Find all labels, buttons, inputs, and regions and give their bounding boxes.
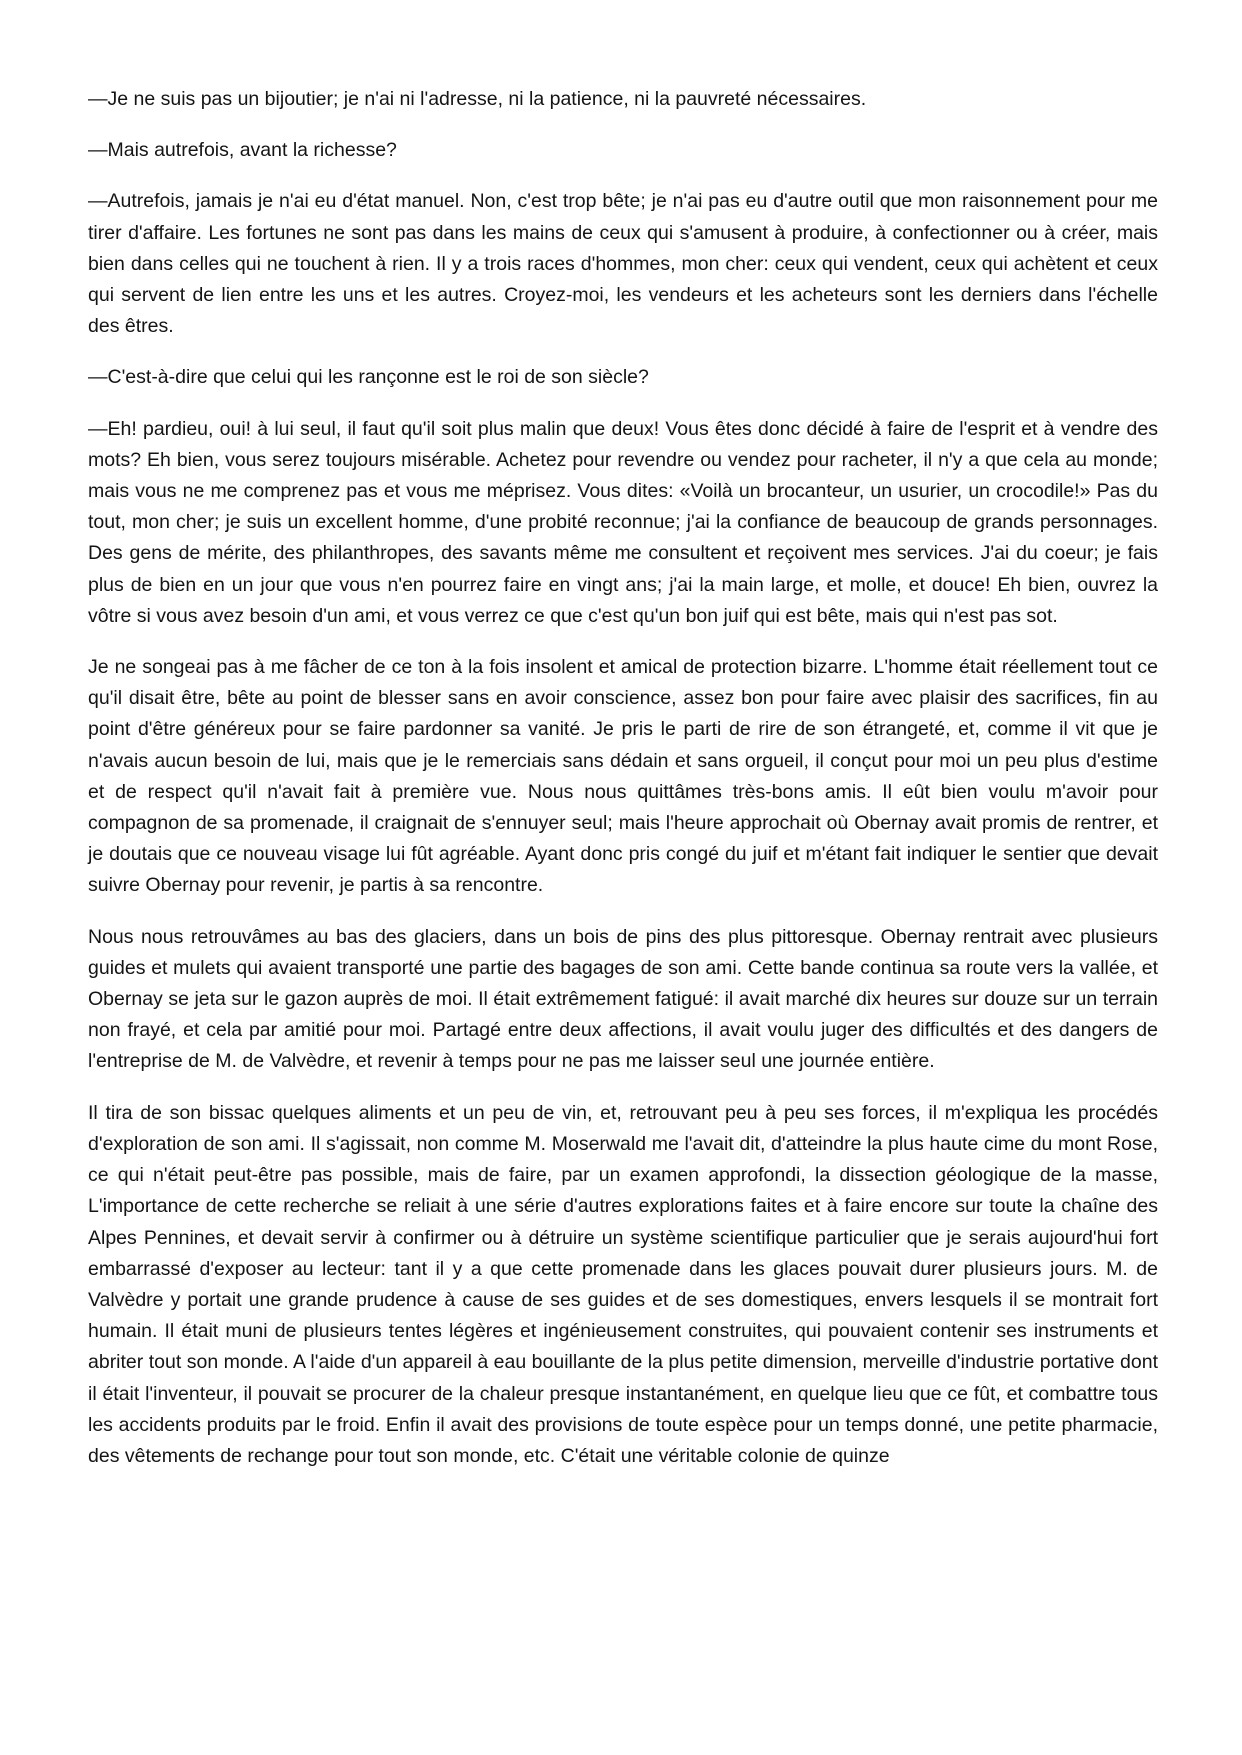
document-page [88,84,1158,1492]
paragraph-1: —Je ne suis pas un bijoutier; je n'ai ni l'adresse, ni la patience, ni la pauvreté nécessaires. [88,88,867,110]
paragraph-4: —C'est-à-dire que celui qui les rançonne est le roi de son siècle? [88,366,649,389]
paragraph-3: —Autrefois, jamais je n'ai eu d'état manuel. Non, c'est trop bête; je n'ai pas eu d'autre outil que mon raisonnement pour me tirer d'affaire. Les fortunes ne sont pas dans les mains de ceux qui s'amusent à produire, à confectionner ou à créer, mais bien dans celles qui ne touchent à rien. Il y a trois races d'hommes, mon cher: ceux qui vendent, ceux qui achètent et ceux qui servent de lien entre les uns et les autres. Croyez-moi, les vendeurs et les acheteurs sont les derniers dans l'échelle des êtres. [88,190,1158,338]
paragraph-6: Je ne songeai pas à me fâcher de ce ton à la fois insolent et amical de protection bizarre. L'homme était réellement tout ce qu'il disait être, bête au point de blesser sans en avoir conscience, assez bon pour faire avec plaisir des sacrifices, fin au point d'être généreux pour se faire pardonner sa vanité. Je pris le parti de rire de son étrangeté, et, comme il vit que je n'avais aucun besoin de lui, mais que je le remerciais sans dédain et sans orgueil, il conçut pour moi un peu plus d'estime et de respect qu'il n'avait fait à première vue. Nous nous quittâmes très-bons amis. Il eût bien voulu m'avoir pour compagnon de sa promenade, il craignait de s'ennuyer seul; mais l'heure approchait où Obernay avait promis de rentrer, et je doutais que ce nouveau visage lui fût agréable. Ayant donc pris congé du juif et m'étant fait indiquer le sentier que devait suivre Obernay pour revenir, je partis à sa rencontre. [88,656,1158,897]
paragraph-5: —Eh! pardieu, oui! à lui seul, il faut qu'il soit plus malin que deux! Vous êtes donc décidé à faire de l'esprit et à vendre des mots? Eh bien, vous serez toujours misérable. Achetez pour revendre ou vendez pour racheter, il n'y a que cela au monde; mais vous ne me comprenez pas et vous me méprisez. Vous dites: «Voilà un brocanteur, un usurier, un crocodile!» Pas du tout, mon cher; je suis un excellent homme, d'une probité reconnue; j'ai la confiance de beaucoup de grands personnages. Des gens de mérite, des philanthropes, des savants même me consultent et reçoivent mes services. J'ai du coeur; je fais plus de bien en un jour que vous n'en pourrez faire en vingt ans; j'ai la main large, et molle, et douce! Eh bien, ouvrez la vôtre si vous avez besoin d'un ami, et vous verrez ce que c'est qu'un bon juif qui est bête, mais qui n'est pas sot. [88,417,1158,627]
paragraph-8: Il tira de son bissac quelques aliments et un peu de vin, et, retrouvant peu à peu ses forces, il m'expliqua les procédés d'exploration de son ami. Il s'agissait, non comme M. Moserwald me l'avait dit, d'atteindre la plus haute cime du mont Rose, ce qui n'était peut-être pas possible, mais de faire, par un examen approfondi, la dissection géologique de la masse, L'importance de cette recherche se reliait à une série d'autres explorations faites et à faire encore sur toute la chaîne des Alpes Pennines, et devait servir à confirmer ou à détruire un système scientifique particulier que je serais aujourd'hui fort embarrassé d'exposer au lecteur: tant il y a que cette promenade dans les glaces pouvait durer plusieurs jours. M. de Valvèdre y portait une grande prudence à cause de ses guides et de ses domestiques, envers lesquels il se montrait fort humain. Il était muni de plusieurs tentes légères et ingénieusement construites, qui pouvaient contenir ses instruments et abriter tout son monde. A l'aide d'un appareil à eau bouillante de la plus petite dimension, merveille d'industrie portative dont il était l'inventeur, il pouvait se procurer de la chaleur presque instantanément, en quelque lieu que ce fût, et combattre tous les accidents produits par le froid. Enfin il avait des provisions de toute espèce pour un temps donné, une petite pharmacie, des vêtements de rechange pour tout son monde, etc. C'était une véritable colonie de quinze [88,1101,1158,1467]
paragraph-2: —Mais autrefois, avant la richesse? [88,139,397,162]
paragraph-7: Nous nous retrouvâmes au bas des glaciers, dans un bois de pins des plus pittoresque. Obernay rentrait avec plusieurs guides et mulets qui avaient transporté une partie des bagages de son ami. Cette bande continua sa route vers la vallée, et Obernay se jeta sur le gazon auprès de moi. Il était extrêmement fatigué: il avait marché dix heures sur douze sur un terrain non frayé, et cela par amitié pour moi. Partagé entre deux affections, il avait voulu juger des difficultés et des dangers de l'entreprise de M. de Valvèdre, et revenir à temps pour ne pas me laisser seul une journée entière. [88,925,1158,1073]
